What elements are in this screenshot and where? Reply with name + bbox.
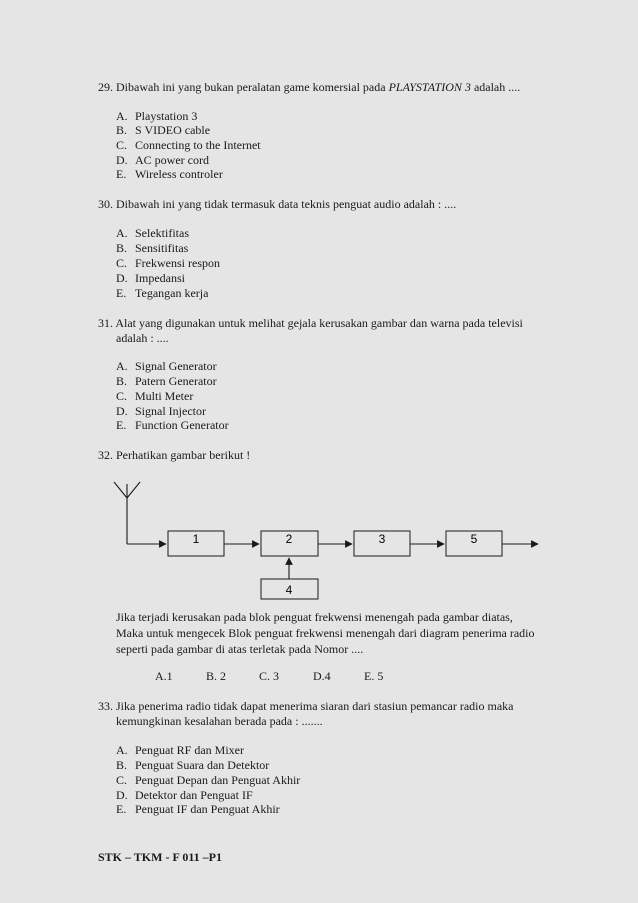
block-3-label: 3 xyxy=(378,532,386,546)
option-letter: A. xyxy=(116,743,128,757)
option-text: Penguat Suara dan Detektor xyxy=(135,758,270,772)
question-32-para-line3: seperti pada gambar di atas terletak pada Nomor .... xyxy=(116,642,364,656)
option-letter: A. xyxy=(116,359,128,373)
option-text: Patern Generator xyxy=(135,374,217,388)
question-33 xyxy=(98,699,514,714)
option-text: Sensitifitas xyxy=(135,241,189,255)
option-letter: C. xyxy=(116,773,128,787)
option-text: Signal Injector xyxy=(135,404,206,418)
question-text: Jika penerima radio tidak dapat menerima siaran dari stasiun pemancar radio maka xyxy=(116,699,514,713)
question-number: 30. xyxy=(98,197,113,211)
option-d: D.4 xyxy=(313,669,331,683)
option-text: Playstation 3 xyxy=(135,109,198,123)
question-33-line2: kemungkinan kesalahan berada pada : ....... xyxy=(116,714,323,728)
option-letter: E. xyxy=(116,167,127,181)
option-text: Signal Generator xyxy=(135,359,217,373)
footer-code: STK – TKM - F 011 –P1 xyxy=(98,850,223,864)
option-text: Wireless controler xyxy=(135,167,223,181)
option-c xyxy=(116,773,300,788)
option-letter: A. xyxy=(116,109,128,123)
option-letter: D. xyxy=(116,271,128,285)
option-letter: E. xyxy=(116,418,127,432)
block-2-label: 2 xyxy=(285,532,293,546)
option-text: Frekwensi respon xyxy=(135,256,220,270)
option-letter: E. xyxy=(116,286,127,300)
option-e: E. 5 xyxy=(364,669,384,683)
question-31-line2: adalah : .... xyxy=(116,331,169,345)
option-text: Penguat Depan dan Penguat Akhir xyxy=(135,773,301,787)
option-text: Impedansi xyxy=(135,271,185,285)
option-text: Penguat RF dan Mixer xyxy=(135,743,244,757)
option-letter: D. xyxy=(116,788,128,802)
option-letter: C. xyxy=(116,389,128,403)
question-number: 33. xyxy=(98,699,113,713)
option-text: AC power cord xyxy=(135,153,209,167)
question-text: Perhatikan gambar berikut ! xyxy=(116,448,251,462)
block-1-label: 1 xyxy=(192,532,200,546)
option-letter: B. xyxy=(116,241,128,255)
option-letter: B. xyxy=(116,123,128,137)
option-a xyxy=(116,743,244,758)
option-text: Function Generator xyxy=(135,418,229,432)
block-5-label: 5 xyxy=(470,532,478,546)
option-letter: A. xyxy=(116,226,128,240)
question-text: Alat yang digunakan untuk melihat gejala kerusakan gambar dan warna pada televisi xyxy=(115,316,523,330)
option-text: Multi Meter xyxy=(135,389,194,403)
antenna-icon xyxy=(114,482,140,544)
question-text: Dibawah ini yang tidak termasuk data teknis penguat audio adalah : .... xyxy=(116,197,457,211)
option-b: B. 2 xyxy=(206,669,227,683)
option-letter: D. xyxy=(116,404,128,418)
option-c: C. 3 xyxy=(259,669,280,683)
option-text: Penguat IF dan Penguat Akhir xyxy=(135,802,280,816)
block-4-label: 4 xyxy=(285,583,293,597)
option-letter: E. xyxy=(116,802,127,816)
option-text: Selektifitas xyxy=(135,226,189,240)
option-text: Tegangan kerja xyxy=(135,286,209,300)
option-a: A.1 xyxy=(155,669,173,683)
option-e xyxy=(116,802,280,817)
question-32-para-line2: Maka untuk mengecek Blok penguat frekwensi menengah dari diagram penerima radio xyxy=(116,626,535,640)
question-number: 32. xyxy=(98,448,113,462)
question-number: 29. xyxy=(98,80,113,94)
option-text: Connecting to the Internet xyxy=(135,138,261,152)
question-number: 31. xyxy=(98,316,113,330)
option-letter: C. xyxy=(116,256,128,270)
question-text: Dibawah ini yang bukan peralatan game komersial pada xyxy=(116,80,389,94)
question-text-italic: PLAYSTATION 3 xyxy=(388,80,471,94)
option-d xyxy=(116,788,253,803)
question-32-para-line1: Jika terjadi kerusakan pada blok penguat frekwensi menengah pada gambar diatas, xyxy=(116,610,513,624)
option-b xyxy=(116,758,269,773)
option-letter: B. xyxy=(116,758,128,772)
option-text: Detektor dan Penguat IF xyxy=(135,788,253,802)
question-text-end: adalah .... xyxy=(470,80,521,94)
option-letter: C. xyxy=(116,138,128,152)
option-letter: D. xyxy=(116,153,128,167)
option-letter: B. xyxy=(116,374,128,388)
option-text: S VIDEO cable xyxy=(135,123,211,137)
